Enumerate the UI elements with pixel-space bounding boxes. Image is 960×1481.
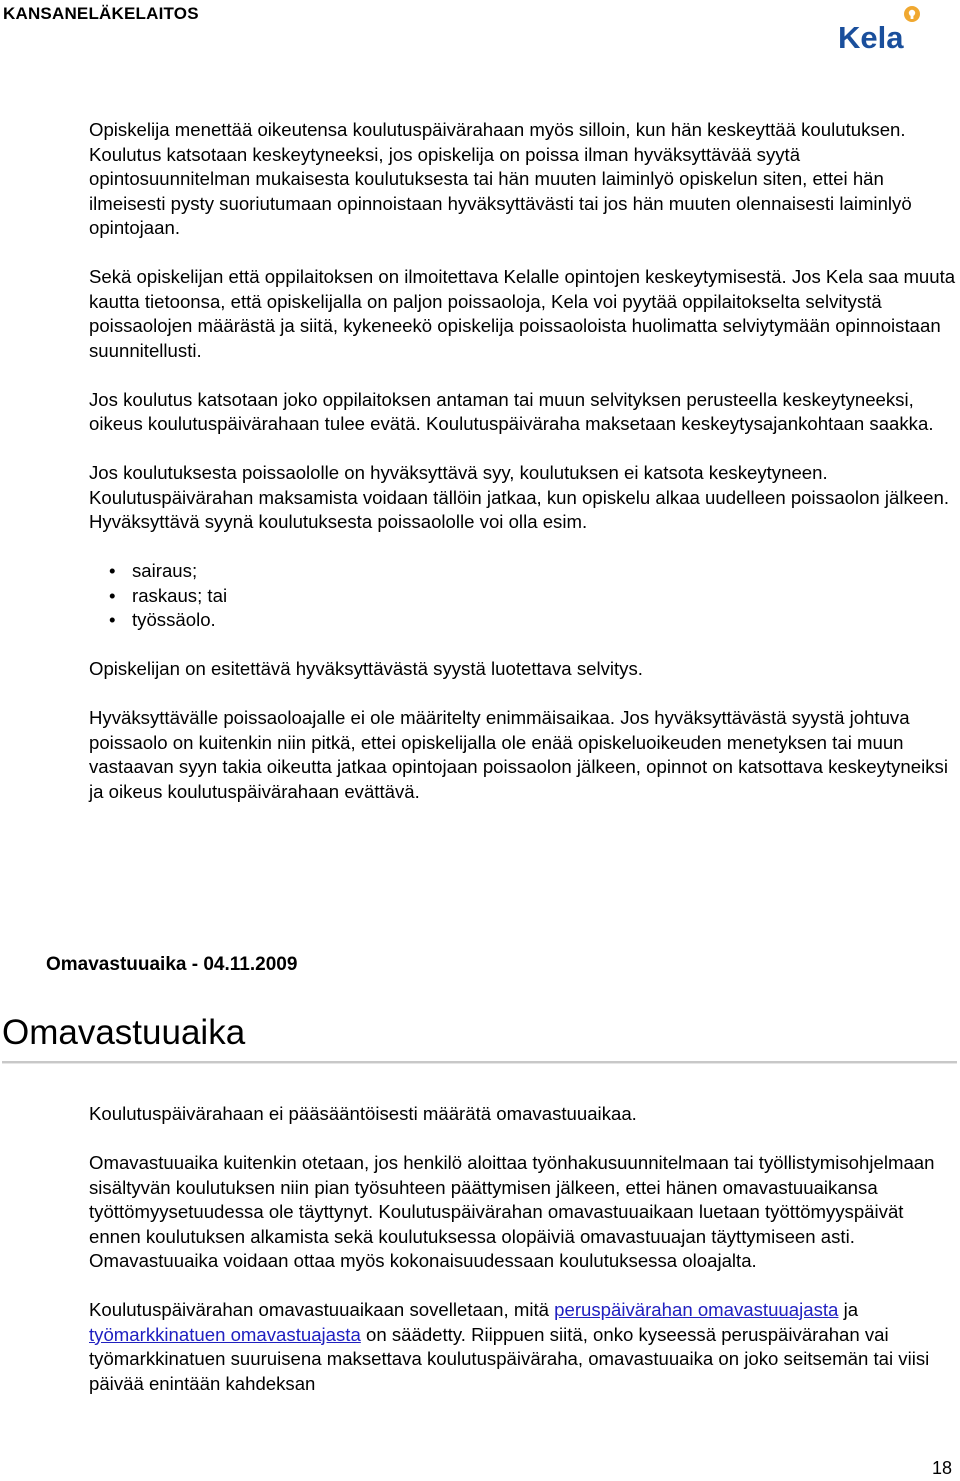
section-date-heading: Omavastuuaika - 04.11.2009: [46, 954, 298, 975]
link-tyomarkkinatuki-omavastuuaika[interactable]: työmarkkinatuen omavastuajasta: [89, 1323, 361, 1345]
organization-name: KANSANELÄKELAITOS: [3, 4, 199, 23]
text-segment: Koulutuspäivärahan omavastuuaikaan sovelletaan, mitä: [89, 1299, 555, 1320]
paragraph: Omavastuuaika kuitenkin otetaan, jos henkilö aloittaa työnhakusuunnitelmaan tai työllistymisohjelmaan sisältyvän koulutuksen niin pian työsuhteen päättymisen jälkeen, ettei hänen omavastuuaikansa työttömyysetuudessa ole täyttynyt. Koulutuspäivärahan omavastuuaikaan luetaan työttömyyspäivät ennen koulutuksen alkamista sekä koulutuksessa olopäiviä omavastuuajan täyttymiseen asti. Omavastuuaika voidaan ottaa myös kokonaisuudessaan koulutuksessa oloajalta.: [89, 1152, 935, 1271]
section-content: [89, 1102, 957, 1421]
list-item: • sairaus;: [89, 559, 957, 584]
page-number: 18: [932, 1458, 953, 1478]
paragraph-with-links: [89, 1298, 957, 1396]
list-item: • raskaus; tai: [89, 584, 957, 609]
section-title: Omavastuuaika: [2, 1013, 246, 1052]
link-peruspaivaraha-omavastuuaika[interactable]: peruspäivärahan omavastuuajasta: [554, 1299, 839, 1320]
text-segment: ja: [838, 1299, 859, 1320]
list-item: • työssäolo.: [89, 608, 957, 633]
paragraph: Sekä opiskelijan että oppilaitoksen on ilmoitettava Kelalle opintojen keskeytymisestä. Jos Kela saa muuta kautta tietoonsa, että opiskelijalla on paljon poissaoloja, Kela voi pyytää oppilaitokselta selvitystä poissaolojen määrästä ja siitä, kykeneekö opiskelija poissaoloista huolimatta selviytymään opinnoistaan suunnitellusti.: [89, 266, 956, 361]
reason-list: [89, 559, 957, 633]
paragraph: Opiskelijan on esitettävä hyväksyttävästä syystä luotettava selvitys.: [89, 658, 643, 679]
logo-text: Kela: [838, 20, 904, 52]
paragraph: Jos koulutuksesta poissaololle on hyväksyttävä syy, koulutuksen ei katsota keskeytyneen. Koulutuspäivärahan maksamista voidaan tällöin jatkaa, kun opiskelu alkaa uudelleen poissaolon jälkeen. Hyväksyttävä syynä koulutuksesta poissaololle voi olla esim.: [89, 462, 949, 532]
kela-logo: [836, 4, 928, 52]
main-content: [89, 118, 957, 829]
kela-logo-icon: [836, 4, 928, 52]
paragraph: Hyväksyttävälle poissaoloajalle ei ole määritelty enimmäisaikaa. Jos hyväksyttävästä syystä johtuva poissaolo on kuitenkin niin pitkä, ettei opiskelijalla ole enää opiskeluoikeuden menetyksen tai muun vastaavan syyn takia oikeutta jatkaa opintojaan poissaolon jälkeen, opinnot on katsottava keskeytyneiksi ja oikeus koulutuspäivärahaan evättävä.: [89, 707, 948, 802]
paragraph: Koulutuspäivärahaan ei pääsääntöisesti määrätä omavastuuaikaa.: [89, 1103, 637, 1124]
text-segment: on säädetty. Riippuen siitä, onko kyseessä peruspäivärahan vai työmarkkinatuen suuruisena maksettava koulutuspäiväraha, omavastuuaika on joko seitsemän tai viisi päivää enintään kahdeksan: [89, 1323, 930, 1394]
paragraph: Jos koulutus katsotaan joko oppilaitoksen antaman tai muun selvityksen perusteella keskeytyneeksi, oikeus koulutuspäivärahaan tulee evätä. Koulutuspäiväraha maksetaan keskeytysajankohtaan saakka.: [89, 388, 934, 434]
paragraph: Opiskelija menettää oikeutensa koulutuspäivärahaan myös silloin, kun hän keskeyttää koulutuksen. Koulutus katsotaan keskeytyneeksi, jos opiskelija on poissa ilman hyväksyttävää syytä opintosuunnitelman mukaisesta koulutuksesta tai hän muuten laiminlyö opiskelun siten, ettei hän ilmeisesti pysty suoriutumaan opinnoistaan hyväksyttävästi tai jos hän muuten olennaisesti laiminlyö opintojaan.: [89, 119, 912, 238]
title-divider: [2, 1061, 957, 1064]
